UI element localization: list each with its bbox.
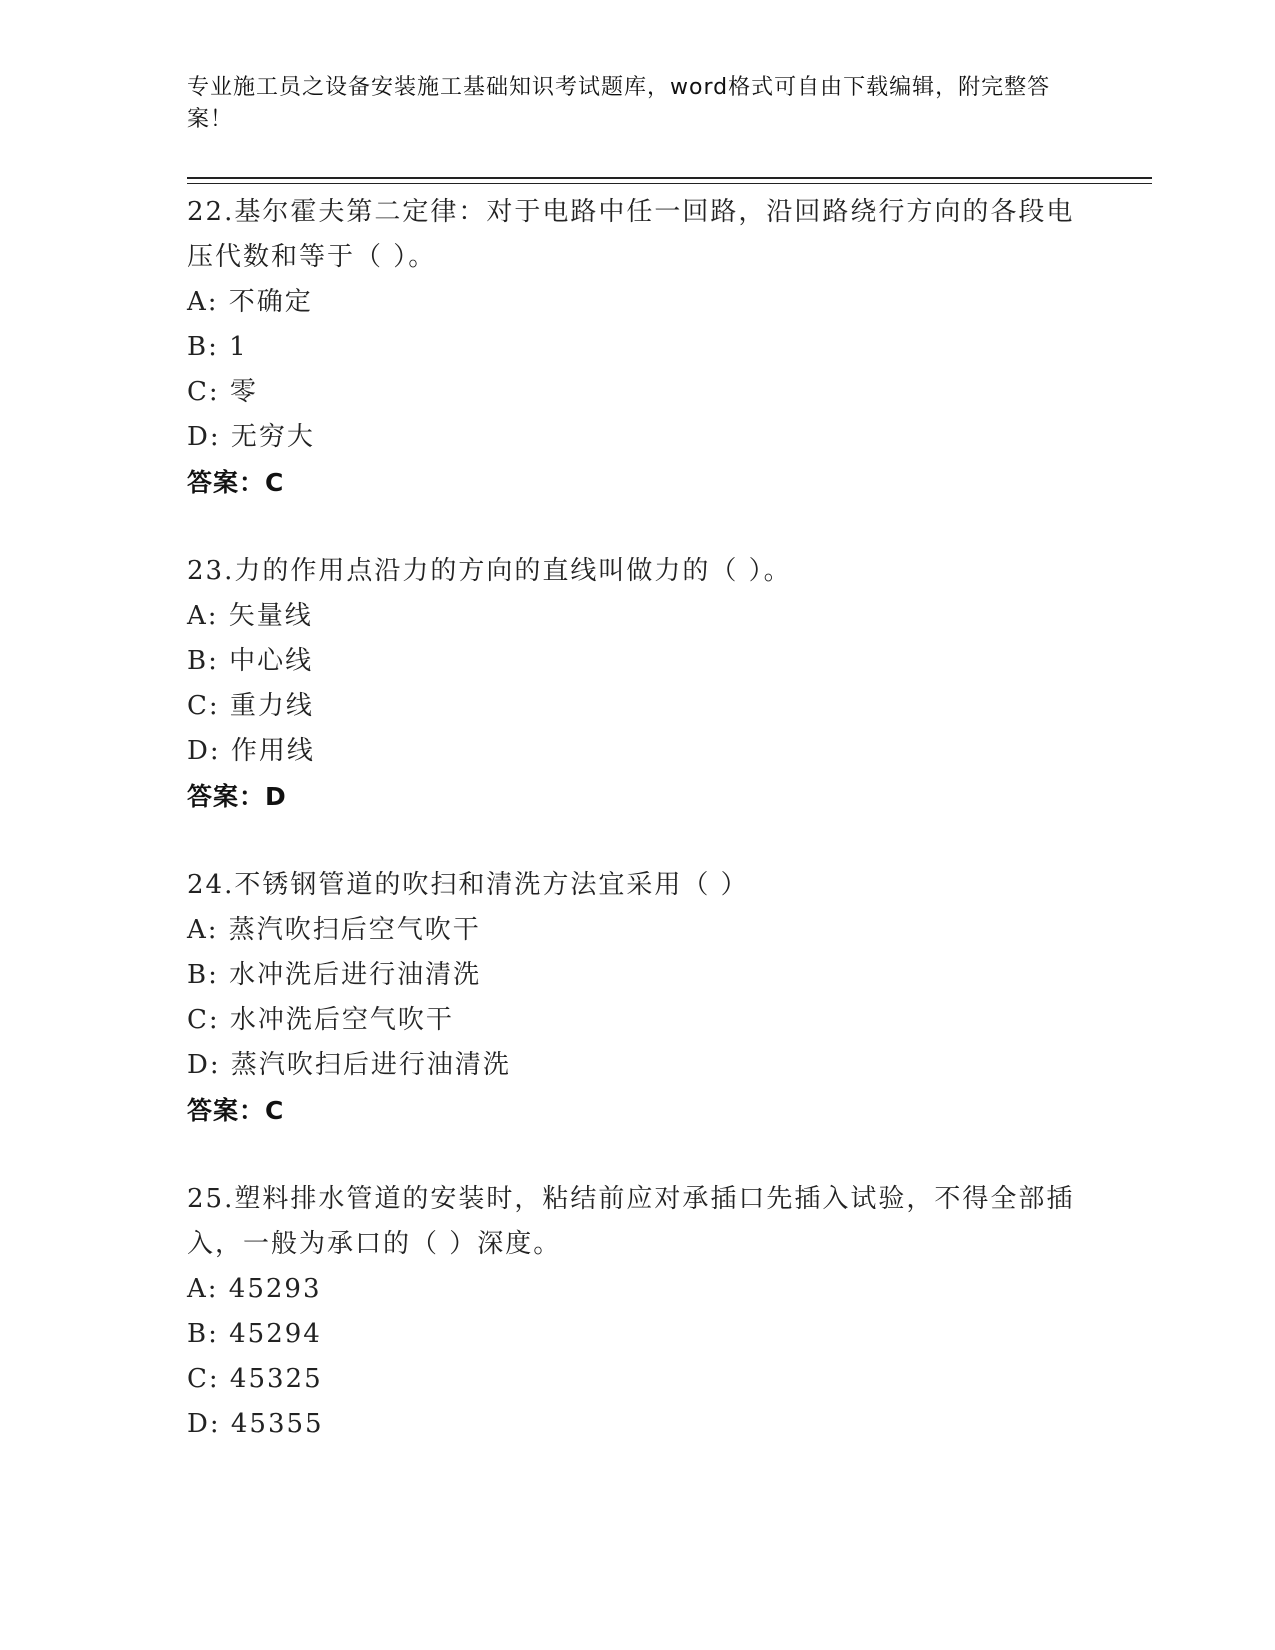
header-divider-thick (187, 177, 1152, 179)
question-stem: 23.力的作用点沿力的方向的直线叫做力的（ ）。 (187, 556, 792, 586)
document-header: 专业施工员之设备安装施工基础知识考试题库，word格式可自由下载编辑，附完整答案！ (187, 75, 1051, 132)
option-c: C: 水冲洗后空气吹干 (187, 1005, 454, 1035)
option-a: A: 蒸汽吹扫后空气吹干 (187, 915, 481, 945)
option-c: C: 重力线 (187, 691, 314, 721)
option-d: D: 无穷大 (187, 422, 315, 452)
answer: 答案：C (187, 468, 285, 497)
option-a: A: 矢量线 (187, 601, 313, 631)
option-b: B: 中心线 (187, 646, 314, 676)
answer: 答案：D (187, 782, 287, 811)
question-stem: 22.基尔霍夫第二定律：对于电路中任一回路，沿回路绕行方向的各段电压代数和等于（ ）。 (187, 197, 1075, 272)
question-stem: 24.不锈钢管道的吹扫和清洗方法宜采用（ ） (187, 870, 749, 900)
option-b: B: 45294 (187, 1319, 322, 1349)
option-d: D: 蒸汽吹扫后进行油清洗 (187, 1050, 511, 1080)
option-d: D: 作用线 (187, 736, 315, 766)
option-a: A: 不确定 (187, 287, 313, 317)
question-25 (187, 1177, 1087, 1447)
header-divider-thin (187, 183, 1152, 184)
question-22 (187, 190, 1087, 505)
question-23 (187, 549, 1087, 819)
option-b: B: 1 (187, 332, 248, 362)
question-stem: 25.塑料排水管道的安装时，粘结前应对承插口先插入试验，不得全部插入，一般为承口的（ ）深度。 (187, 1184, 1075, 1259)
option-d: D: 45355 (187, 1409, 324, 1439)
option-c: C: 45325 (187, 1364, 323, 1394)
question-list (187, 188, 1087, 1491)
question-24 (187, 863, 1087, 1133)
answer: 答案：C (187, 1096, 285, 1125)
option-a: A: 45293 (187, 1274, 322, 1304)
option-c: C: 零 (187, 377, 258, 407)
option-b: B: 水冲洗后进行油清洗 (187, 960, 482, 990)
